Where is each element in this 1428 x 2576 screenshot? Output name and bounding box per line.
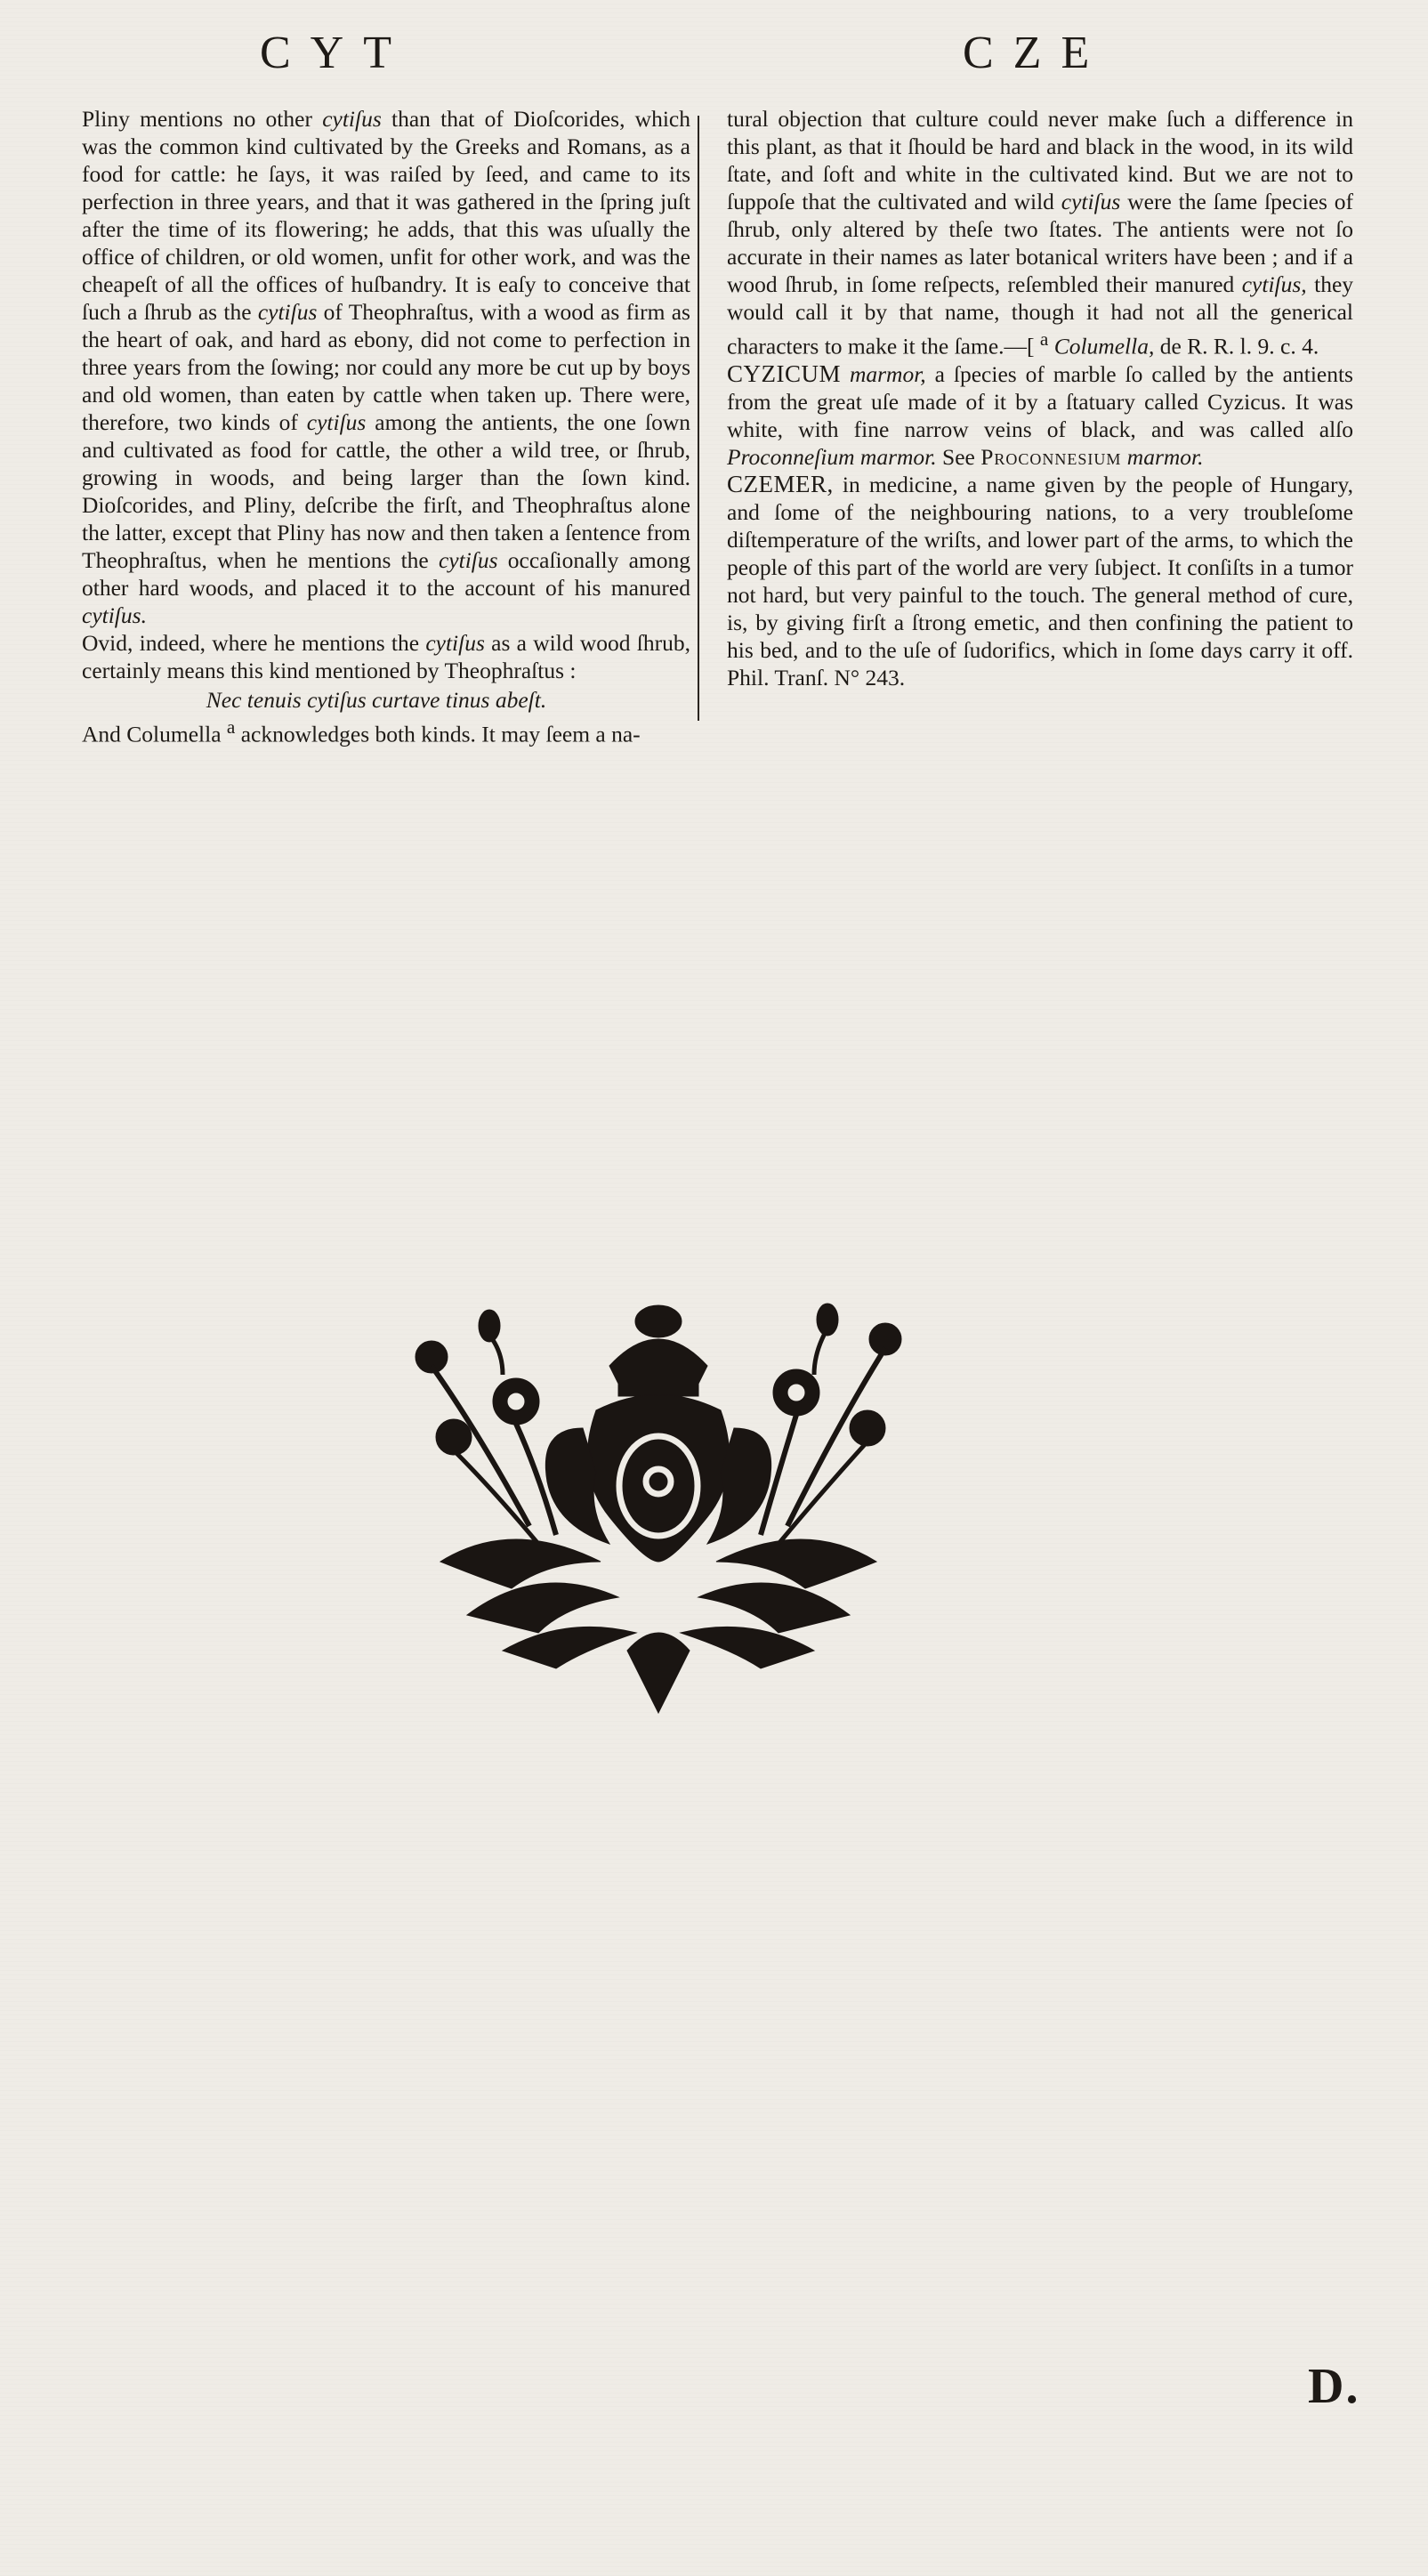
italic-run: cytiſus: [438, 547, 498, 573]
headword: CZEMER,: [727, 470, 834, 497]
italic-run: marmor,: [841, 360, 926, 387]
text-run: than that of Dioſcorides, which was the common kind cultivated by the Greeks and Romans, as a food for cattle: he ſays, it was raiſed by ſeed, and came to its perfection in three years, and that it was gathered in the ſpring juſt after the time of its flowering; he adds, that this was uſually the office of children, or old women, unfit for other work, and was the cheapeſt of all the offices of huſbandry. It is eaſy to conceive that ſuch a ſhrub as the: [82, 106, 690, 325]
running-head-right: CZE: [963, 28, 1109, 78]
entry-czemer: [707, 471, 1353, 691]
paragraph-ovid: [62, 629, 690, 684]
paragraph-cytisus-end: [707, 105, 1353, 360]
paragraph-columella: [62, 714, 690, 748]
text-run: tural objection that culture could never make ſuch a difference in this plant, as that it ſhould be hard and black in the wood, in its wild ſtate, and ſoft and white in the cultivated kind. But we are not to ſuppoſe that the cultivated and wild: [727, 106, 1353, 214]
italic-run: cytiſus.: [82, 602, 147, 628]
headword: CYZICUM: [727, 359, 842, 387]
italic-run: cytiſus: [1061, 189, 1121, 214]
text-run: And Columella: [82, 721, 227, 747]
text-run: as a wild wood ſhrub, certainly means this kind mentioned by Theophraſtus :: [82, 630, 690, 683]
latin-quotation: Nec tenuis cytiſus curtave tinus abeſt.: [206, 687, 547, 713]
paragraph-cytisus-continued: [62, 105, 690, 629]
footnote-mark: a: [1039, 328, 1049, 350]
entry-cyzicum: [707, 360, 1353, 471]
text-run: they would call it by that name, though it had not all the generical characters to make it the ſame.—[: [727, 271, 1354, 359]
floral-urn-cartouche-ornament-icon: [405, 1295, 912, 1722]
text-run: See: [936, 443, 981, 470]
text-run: Pliny mentions no other: [82, 106, 323, 132]
italic-run: cytiſus: [322, 106, 382, 132]
right-column: [707, 105, 1353, 691]
text-run: Ovid, indeed, where he mentions the: [82, 630, 426, 656]
text-run: among the antients, the one ſown and cultivated as food for cattle, the other a wild tree, or ſhrub, growing in woods, and being larger than the ſown kind. Dioſcorides, and Pliny, deſcribe the firſt, and Theophraſtus alone the latter, except that Pliny has now and then taken a ſentence from Theophraſtus, when he mentions the: [82, 409, 690, 573]
signature-mark: D.: [1308, 2359, 1360, 2414]
italic-run: cytiſus: [257, 299, 318, 325]
italic-run: cytiſus,: [1241, 271, 1307, 297]
text-run: of Theophraſtus, with a wood as firm as the heart of oak, and hard as ebony, did not come to perfection in three years from the ſowing; nor could any more be cut up by boys and old women, than eaten by cattle when taken up. There were, therefore, two kinds of: [82, 299, 690, 435]
italic-run: cytiſus: [425, 630, 485, 656]
text-run: in medicine, a name given by the people of Hungary, and ſome of the neighbouring nations, to a very troubleſome diſtemperature of the wriſts, and lower part of the arms, to which the people of this part of the world are very ſubject. It conſiſts in a tumor not hard, but very painful to the touch. The general method of cure, is, by giving firſt a ſtrong emetic, and then confining the patient to his bed, and to the uſe of ſudorifics, which in ſome days carry it off. Phil. Tranſ. N° 243.: [727, 471, 1353, 690]
italic-run: marmor.: [1121, 443, 1204, 470]
small-caps-run: Proconnesium: [980, 443, 1122, 470]
italic-run: Proconneſium marmor.: [727, 443, 937, 470]
text-run: occaſionally among other hard woods, and placed it to the account of his manured: [82, 547, 690, 601]
text-run: were the ſame ſpecies of ſhrub, only altered by theſe two ſtates. The antients were not ſo accurate in their names as later botanical writers have been ; and if a wood ſhrub, in ſome reſpects, reſembled their manured: [727, 189, 1354, 297]
column-divider: [698, 116, 699, 721]
running-head-left: CYT: [260, 28, 411, 78]
left-column: [62, 105, 690, 748]
text-run: acknowledges both kinds. It may ſeem a na-: [235, 721, 641, 747]
text-run: de R. R. l. 9. c. 4.: [1154, 333, 1319, 359]
italic-run: cytiſus: [306, 409, 367, 435]
italic-run: Columella,: [1048, 333, 1155, 359]
text-run: a ſpecies of marble ſo called by the antients from the great uſe made of it by a ſtatuary called Cyzicus. It was white, with fine narrow veins of black, and was called alſo: [727, 360, 1353, 442]
footnote-mark: a: [226, 716, 236, 738]
